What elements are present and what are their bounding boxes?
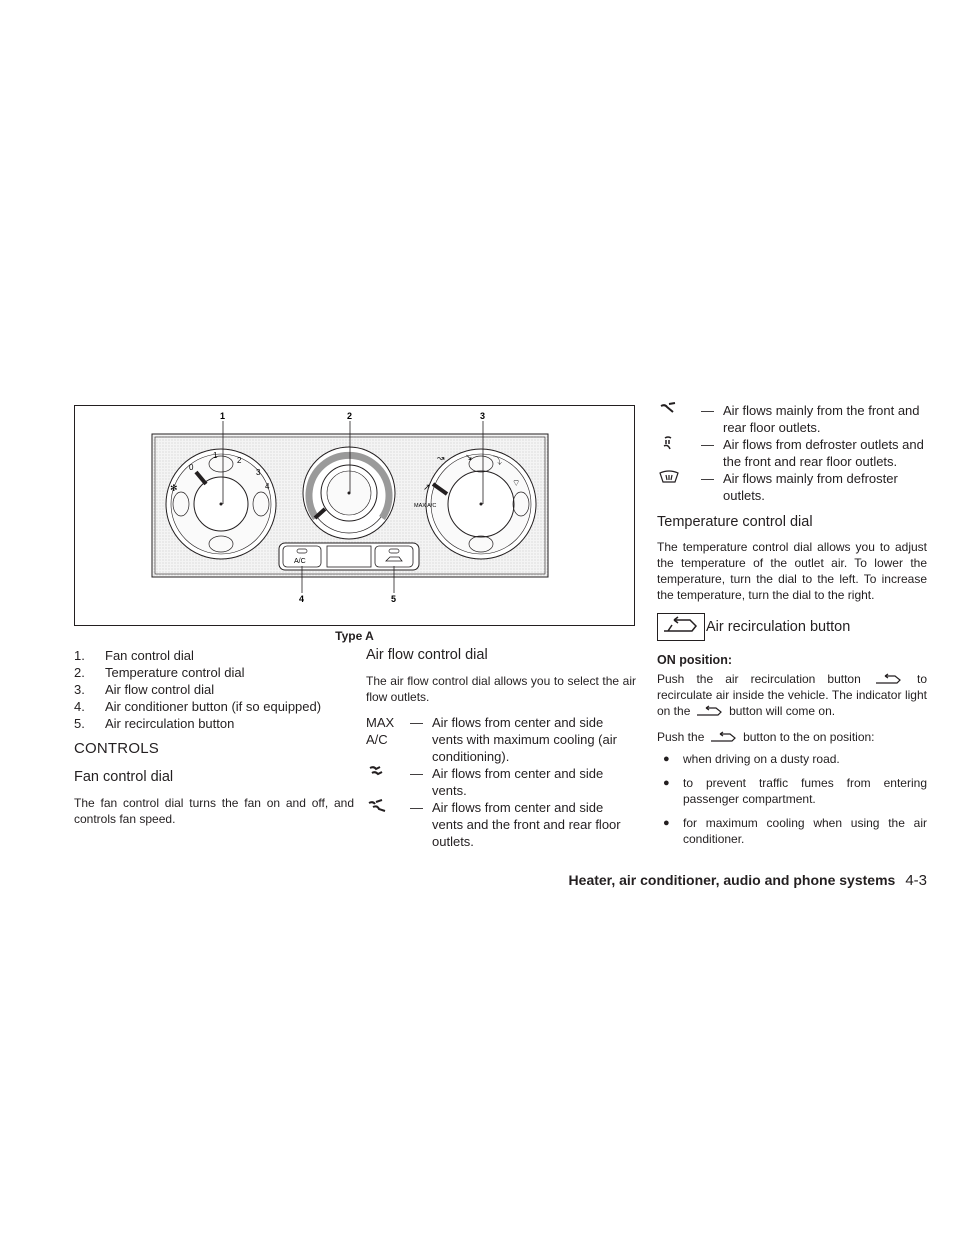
airflow-mark-defrost-icon: ⌔ bbox=[512, 479, 521, 489]
legend-item: 4. Air conditioner button (if so equipped) bbox=[74, 699, 322, 714]
recirculation-button[interactable] bbox=[375, 546, 413, 567]
fan-mark-0: 0 bbox=[189, 463, 194, 472]
figure-caption: Type A bbox=[335, 629, 374, 643]
on-position-heading: ON position: bbox=[657, 653, 732, 667]
column-middle bbox=[366, 647, 636, 850]
callout-5: 5 bbox=[391, 594, 397, 604]
page-number: 4-3 bbox=[905, 872, 927, 889]
recirculation-heading-row bbox=[657, 613, 927, 641]
max-ac-label: MAX A/C bbox=[366, 715, 395, 747]
climate-control-diagram bbox=[74, 405, 635, 626]
airflow-mark-vent-icon: ↗ bbox=[423, 483, 431, 493]
airflow-text: The air flow control dial allows you to select the air flow outlets. bbox=[366, 674, 636, 704]
recirculation-button-icon bbox=[657, 613, 705, 641]
legend-item: 5. Air recirculation button bbox=[74, 716, 235, 731]
airflow-mode-max-ac: MAX A/C — Air flows from center and side vents with maximum cooling (air conditioning). bbox=[366, 715, 617, 764]
airflow-mode-bi-level: — Air flows from center and side vents and the front and rear floor outlets. bbox=[366, 799, 636, 850]
legend-item: 1. Fan control dial bbox=[74, 648, 194, 663]
callout-3: 3 bbox=[480, 411, 486, 421]
airflow-mark-foot-icon: ↘ bbox=[465, 453, 473, 463]
temperature-heading: Temperature control dial bbox=[657, 514, 813, 530]
airflow-mark-bilevel-icon: ↝ bbox=[437, 454, 445, 464]
control-panel-illustration bbox=[75, 406, 636, 627]
airflow-mode-vent: — Air flows from center and side vents. bbox=[366, 765, 636, 799]
air-flow-control-dial[interactable] bbox=[426, 449, 536, 559]
legend-item: 2. Temperature control dial bbox=[74, 665, 245, 680]
fan-symbol-icon: ✻ bbox=[170, 484, 178, 494]
bi-level-icon bbox=[366, 799, 410, 850]
temperature-text: The temperature control dial allows you to adjust the temperature of the outlet air. To lower the temperature, turn the dial to the left. To increase the temperature, turn the dial to the right. bbox=[657, 540, 927, 602]
recirculation-inline-icon bbox=[694, 705, 726, 719]
callout-4: 4 bbox=[299, 594, 305, 604]
airflow-heading: Air flow control dial bbox=[366, 647, 488, 663]
foot-icon bbox=[657, 402, 701, 436]
component-legend bbox=[74, 647, 354, 732]
recirculation-inline-icon bbox=[873, 673, 905, 687]
fan-control-text: The fan control dial turns the fan on and off, and controls fan speed. bbox=[74, 796, 354, 826]
callout-2: 2 bbox=[347, 411, 353, 421]
recirculation-use-cases bbox=[657, 751, 927, 847]
fan-mark-1: 1 bbox=[213, 451, 218, 460]
list-item: ● for maximum cooling when using the air conditioner. bbox=[663, 816, 927, 846]
airflow-mark-defrost-foot-icon: ⤵ bbox=[493, 457, 503, 467]
recirculation-inline-icon bbox=[708, 731, 740, 745]
column-left bbox=[74, 647, 354, 827]
list-item: ● when driving on a dusty road. bbox=[663, 752, 840, 766]
list-item: ● to prevent traffic fumes from entering passenger compartment. bbox=[663, 776, 927, 806]
column-right bbox=[657, 402, 927, 855]
controls-heading: CONTROLS bbox=[74, 740, 159, 757]
vent-icon bbox=[366, 765, 410, 799]
callout-1: 1 bbox=[220, 411, 226, 421]
airflow-mode-foot: — Air flows mainly from the front and rear floor outlets. bbox=[657, 402, 927, 436]
fan-mark-4: 4 bbox=[265, 482, 270, 491]
fan-mark-2: 2 bbox=[237, 456, 242, 465]
recirculation-heading: Air recirculation button bbox=[706, 619, 851, 635]
legend-item: 3. Air flow control dial bbox=[74, 682, 215, 697]
recirculation-text-2: Push the button to the on position: bbox=[657, 730, 875, 744]
max-ac-mark: MAX A/C bbox=[414, 503, 437, 509]
ac-button-label: A/C bbox=[294, 558, 306, 565]
fan-control-heading: Fan control dial bbox=[74, 769, 174, 785]
footer-section-title: Heater, air conditioner, audio and phone systems bbox=[568, 872, 896, 888]
blank-panel bbox=[327, 546, 371, 567]
airflow-mode-defrost: — Air flows mainly from defroster outlets. bbox=[657, 470, 927, 504]
fan-mark-3: 3 bbox=[256, 468, 261, 477]
temperature-control-dial[interactable] bbox=[303, 447, 395, 539]
fan-control-dial[interactable] bbox=[166, 449, 276, 559]
defrost-foot-icon bbox=[657, 436, 701, 470]
recirculation-text-1: Push the air recirculation button to recirculate air inside the vehicle. The indicator light on the button will come on. bbox=[657, 672, 927, 718]
ac-button[interactable] bbox=[283, 546, 321, 567]
airflow-mode-defrost-foot: — Air flows from defroster outlets and the front and rear floor outlets. bbox=[657, 436, 927, 470]
page-footer bbox=[569, 872, 927, 889]
defrost-icon bbox=[657, 470, 701, 504]
